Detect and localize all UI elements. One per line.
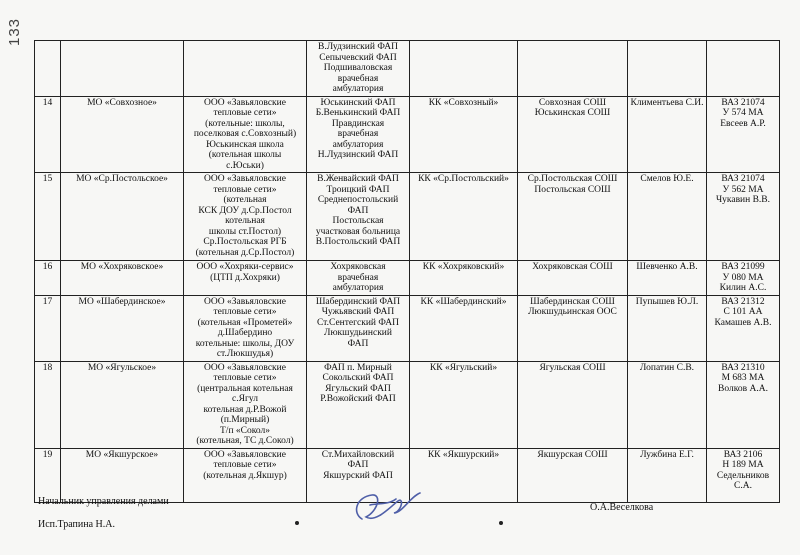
cell-responsible: Лопатин С.В. xyxy=(628,361,707,448)
cell-medical: Юськинский ФАП Б.Венькинский ФАП Правдинская врачебная амбулатория Н.Лудзинский ФАП xyxy=(307,96,410,173)
cell-responsible: Смелов Ю.Е. xyxy=(628,173,707,261)
cell-heat-supply: ООО «Завьяловские тепловые сети» (котельная д.Якшур) xyxy=(184,448,307,502)
signature-image xyxy=(348,483,428,533)
table-row xyxy=(35,261,780,296)
punch-hole xyxy=(499,521,503,525)
cell-vehicle: ВАЗ 21310 М 683 МА Волков А.А. xyxy=(707,361,780,448)
table-row xyxy=(35,361,780,448)
cell-number: 18 xyxy=(35,361,61,448)
cell-responsible: Пупышев Ю.Л. xyxy=(628,295,707,361)
cell-municipality: МО «Шабердинское» xyxy=(61,295,184,361)
cell-emergency-committee: КК «Якшурский» xyxy=(410,448,518,502)
table-row xyxy=(35,41,780,97)
cell-municipality: МО «Ср.Постольское» xyxy=(61,173,184,261)
cell-medical: В.Лудзинский ФАП Сепычевский ФАП Подшиваловская врачебная амбулатория xyxy=(307,41,410,97)
page-number: 133 xyxy=(6,17,23,46)
cell-emergency-committee: КК «Шабердинский» xyxy=(410,295,518,361)
cell-school: Ср.Постольская СОШ Постольская СОШ xyxy=(518,173,628,261)
cell-number: 16 xyxy=(35,261,61,296)
cell-emergency-committee xyxy=(410,41,518,97)
cell-school: Якшурская СОШ xyxy=(518,448,628,502)
cell-number: 15 xyxy=(35,173,61,261)
cell-medical: Ст.Михайловский ФАП Якшурский ФАП xyxy=(307,448,410,502)
cell-school: Совхозная СОШ Юськинская СОШ xyxy=(518,96,628,173)
cell-school: Хохряковская СОШ xyxy=(518,261,628,296)
cell-medical: В.Женвайский ФАП Троицкий ФАП Среднепостольский ФАП Постольская участковая больница В.Постольский ФАП xyxy=(307,173,410,261)
cell-responsible: Шевченко А.В. xyxy=(628,261,707,296)
table-row xyxy=(35,96,780,173)
cell-vehicle xyxy=(707,41,780,97)
footer-name: О.А.Веселкова xyxy=(590,502,654,513)
cell-number: 17 xyxy=(35,295,61,361)
assignments-table xyxy=(34,40,780,503)
cell-medical: ФАП п. Мирный Сокольский ФАП Ягульский ФАП Р.Вожойский ФАП xyxy=(307,361,410,448)
cell-vehicle: ВАЗ 21074 У 574 МА Евсеев А.Р. xyxy=(707,96,780,173)
cell-responsible: Климентьева С.И. xyxy=(628,96,707,173)
cell-emergency-committee: КК «Ягульский» xyxy=(410,361,518,448)
cell-responsible: Лужбина Е.Г. xyxy=(628,448,707,502)
cell-municipality: МО «Якшурское» xyxy=(61,448,184,502)
cell-emergency-committee: КК «Хохряковский» xyxy=(410,261,518,296)
footer-title: Начальник управления делами xyxy=(38,496,169,507)
cell-heat-supply xyxy=(184,41,307,97)
cell-vehicle: ВАЗ 21099 У 080 МА Килин А.С. xyxy=(707,261,780,296)
cell-number xyxy=(35,41,61,97)
cell-number: 14 xyxy=(35,96,61,173)
cell-school: Шабердинская СОШ Люкшудьинская ООС xyxy=(518,295,628,361)
cell-municipality: МО «Хохряковское» xyxy=(61,261,184,296)
cell-emergency-committee: КК «Ср.Постольский» xyxy=(410,173,518,261)
cell-vehicle: ВАЗ 2106 Н 189 МА Седельников С.А. xyxy=(707,448,780,502)
punch-hole xyxy=(295,521,299,525)
footer-executor: Исп.Трапина Н.А. xyxy=(38,519,115,530)
cell-heat-supply: ООО «Завьяловские тепловые сети» (котельная «Прометей» д.Шабердино котельные: школы, ДОУ ст.Люкшудья) xyxy=(184,295,307,361)
cell-responsible xyxy=(628,41,707,97)
cell-heat-supply: ООО «Завьяловские тепловые сети» (центральная котельная с.Ягул котельная д.Р.Вожой (п.Мирный) Т/п «Сокол» (котельная, ТС д.Сокол) xyxy=(184,361,307,448)
cell-number: 19 xyxy=(35,448,61,502)
table-row xyxy=(35,295,780,361)
cell-school xyxy=(518,41,628,97)
cell-municipality: МО «Ягульское» xyxy=(61,361,184,448)
cell-emergency-committee: КК «Совхозный» xyxy=(410,96,518,173)
cell-heat-supply: ООО «Завьяловские тепловые сети» (котельная КСК ДОУ д.Ср.Постол котельная школы ст.Постол) Ср.Постольская РГБ (котельная д.Ср.Постол) xyxy=(184,173,307,261)
cell-vehicle: ВАЗ 21312 С 101 АА Камашев А.В. xyxy=(707,295,780,361)
cell-heat-supply: ООО «Завьяловские тепловые сети» (котельные: школы, поселковая с.Совхозный) Юськинская школа (котельная школы с.Юськи) xyxy=(184,96,307,173)
cell-heat-supply: ООО «Хохряки-сервис» (ЦТП д.Хохряки) xyxy=(184,261,307,296)
cell-medical: Хохряковская врачебная амбулатория xyxy=(307,261,410,296)
cell-medical: Шабердинский ФАП Чужьявский ФАП Ст.Сентегский ФАП Люкшудьинский ФАП xyxy=(307,295,410,361)
cell-vehicle: ВАЗ 21074 У 562 МА Чукавин В.В. xyxy=(707,173,780,261)
cell-municipality: МО «Совхозное» xyxy=(61,96,184,173)
cell-school: Ягульская СОШ xyxy=(518,361,628,448)
cell-municipality xyxy=(61,41,184,97)
table-row xyxy=(35,173,780,261)
